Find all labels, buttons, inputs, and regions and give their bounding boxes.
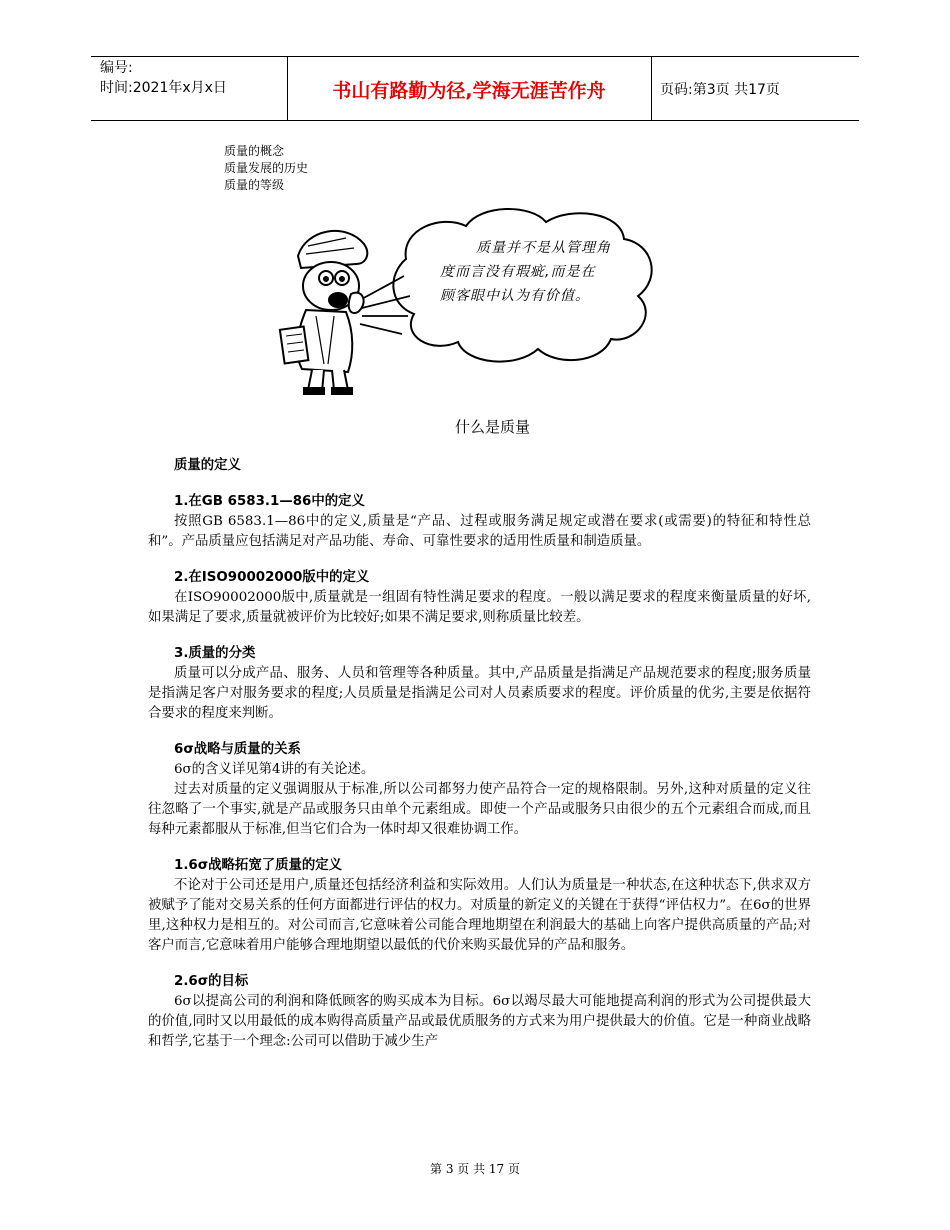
- topic-list: [224, 143, 308, 194]
- header-page: 页码:第3页 共17页: [660, 82, 780, 98]
- section-heading: 质量的定义: [174, 458, 241, 473]
- section-heading: 1.在GB 6583.1—86中的定义: [174, 494, 365, 509]
- page-footer: 第 3 页 共 17 页: [430, 1162, 520, 1176]
- topic-item: 质量发展的历史: [224, 161, 309, 175]
- header-time: 时间:2021年x月x日: [100, 80, 227, 96]
- speech-text: [440, 236, 640, 308]
- speech-line: 度而言没有瑕疵,而是在: [440, 264, 596, 280]
- paragraph: 过去对质量的定义强调服从于标准,所以公司都努力使产品符合一定的规格限制。另外,这种对质量的定义往往忽略了一个事实,就是产品或服务只由单个元素组成。即使一个产品或服务只由很少的五个元素组合而成,而且每种元素都服从于标准,但当它们合为一体时却又很难协调工作。: [148, 782, 811, 837]
- paragraph: 质量可以分成产品、服务、人员和管理等各种质量。其中,产品质量是指满足产品规范要求的程度;服务质量是指满足客户对服务要求的程度;人员质量是指满足公司对人员素质要求的程度。评价质量的优劣,主要是依据符合要求的程度来判断。: [148, 666, 811, 721]
- header-divider-right: [651, 56, 652, 120]
- section-heading: 1.6σ战略拓宽了质量的定义: [174, 858, 343, 873]
- paragraph: 在ISO90002000版中,质量就是一组固有特性满足要求的程度。一般以满足要求的程度来衡量质量的好坏,如果满足了要求,质量就被评价为比较好;如果不满足要求,则称质量比较差。: [148, 590, 811, 625]
- cartoon-character: [280, 231, 367, 394]
- document-body: [148, 456, 811, 1052]
- paragraph: 6σ以提高公司的利润和降低顾客的购买成本为目标。6σ以竭尽最大可能地提高利润的形式为公司提供最大的价值,同时又以用最低的成本购得高质量产品或最优质服务的方式来为用户提供最大的价值。它是一种商业战略和哲学,它基于一个理念:公司可以借助于减少生产: [148, 994, 811, 1049]
- topic-item: 质量的概念: [224, 144, 285, 158]
- paragraph: 6σ的含义详见第4讲的有关论述。: [174, 762, 375, 777]
- speech-line: 质量并不是从管理角: [476, 240, 611, 256]
- paragraph: 不论对于公司还是用户,质量还包括经济利益和实际效用。人们认为质量是一种状态,在这种状态下,供求双方被赋予了能对交易关系的任何方面都进行评估的权力。对质量的新定义的关键在于获得“评估权力”。在6σ的世界里,这种权力是相互的。对公司而言,它意味着公司能合理地期望在利润最大的基础上向客户提供高质量的产品;对客户而言,它意味着用户能够合理地期望以最低的代价来购买最优异的产品和服务。: [148, 878, 811, 953]
- speech-line: 顾客眼中认为有价值。: [440, 288, 590, 304]
- section-heading: 6σ战略与质量的关系: [174, 742, 301, 757]
- section-heading: 3.质量的分类: [174, 646, 256, 661]
- paragraph: 按照GB 6583.1—86中的定义,质量是“产品、过程或服务满足规定或潜在要求(或需要)的特征和特性总和”。产品质量应包括满足对产品功能、寿命、可靠性要求的适用性质量和制造质量。: [148, 514, 811, 549]
- header-number: 编号:: [100, 60, 133, 76]
- page-title: 什么是质量: [454, 418, 530, 436]
- topic-item: 质量的等级: [224, 178, 285, 192]
- header-info: [100, 58, 227, 98]
- header-bottom-rule: [91, 120, 859, 121]
- header-top-rule: [91, 56, 859, 57]
- section-heading: 2.6σ的目标: [174, 974, 249, 989]
- section-heading: 2.在ISO90002000版中的定义: [174, 570, 370, 585]
- header-motto: 书山有路勤为径,学海无涯苦作舟: [332, 80, 606, 102]
